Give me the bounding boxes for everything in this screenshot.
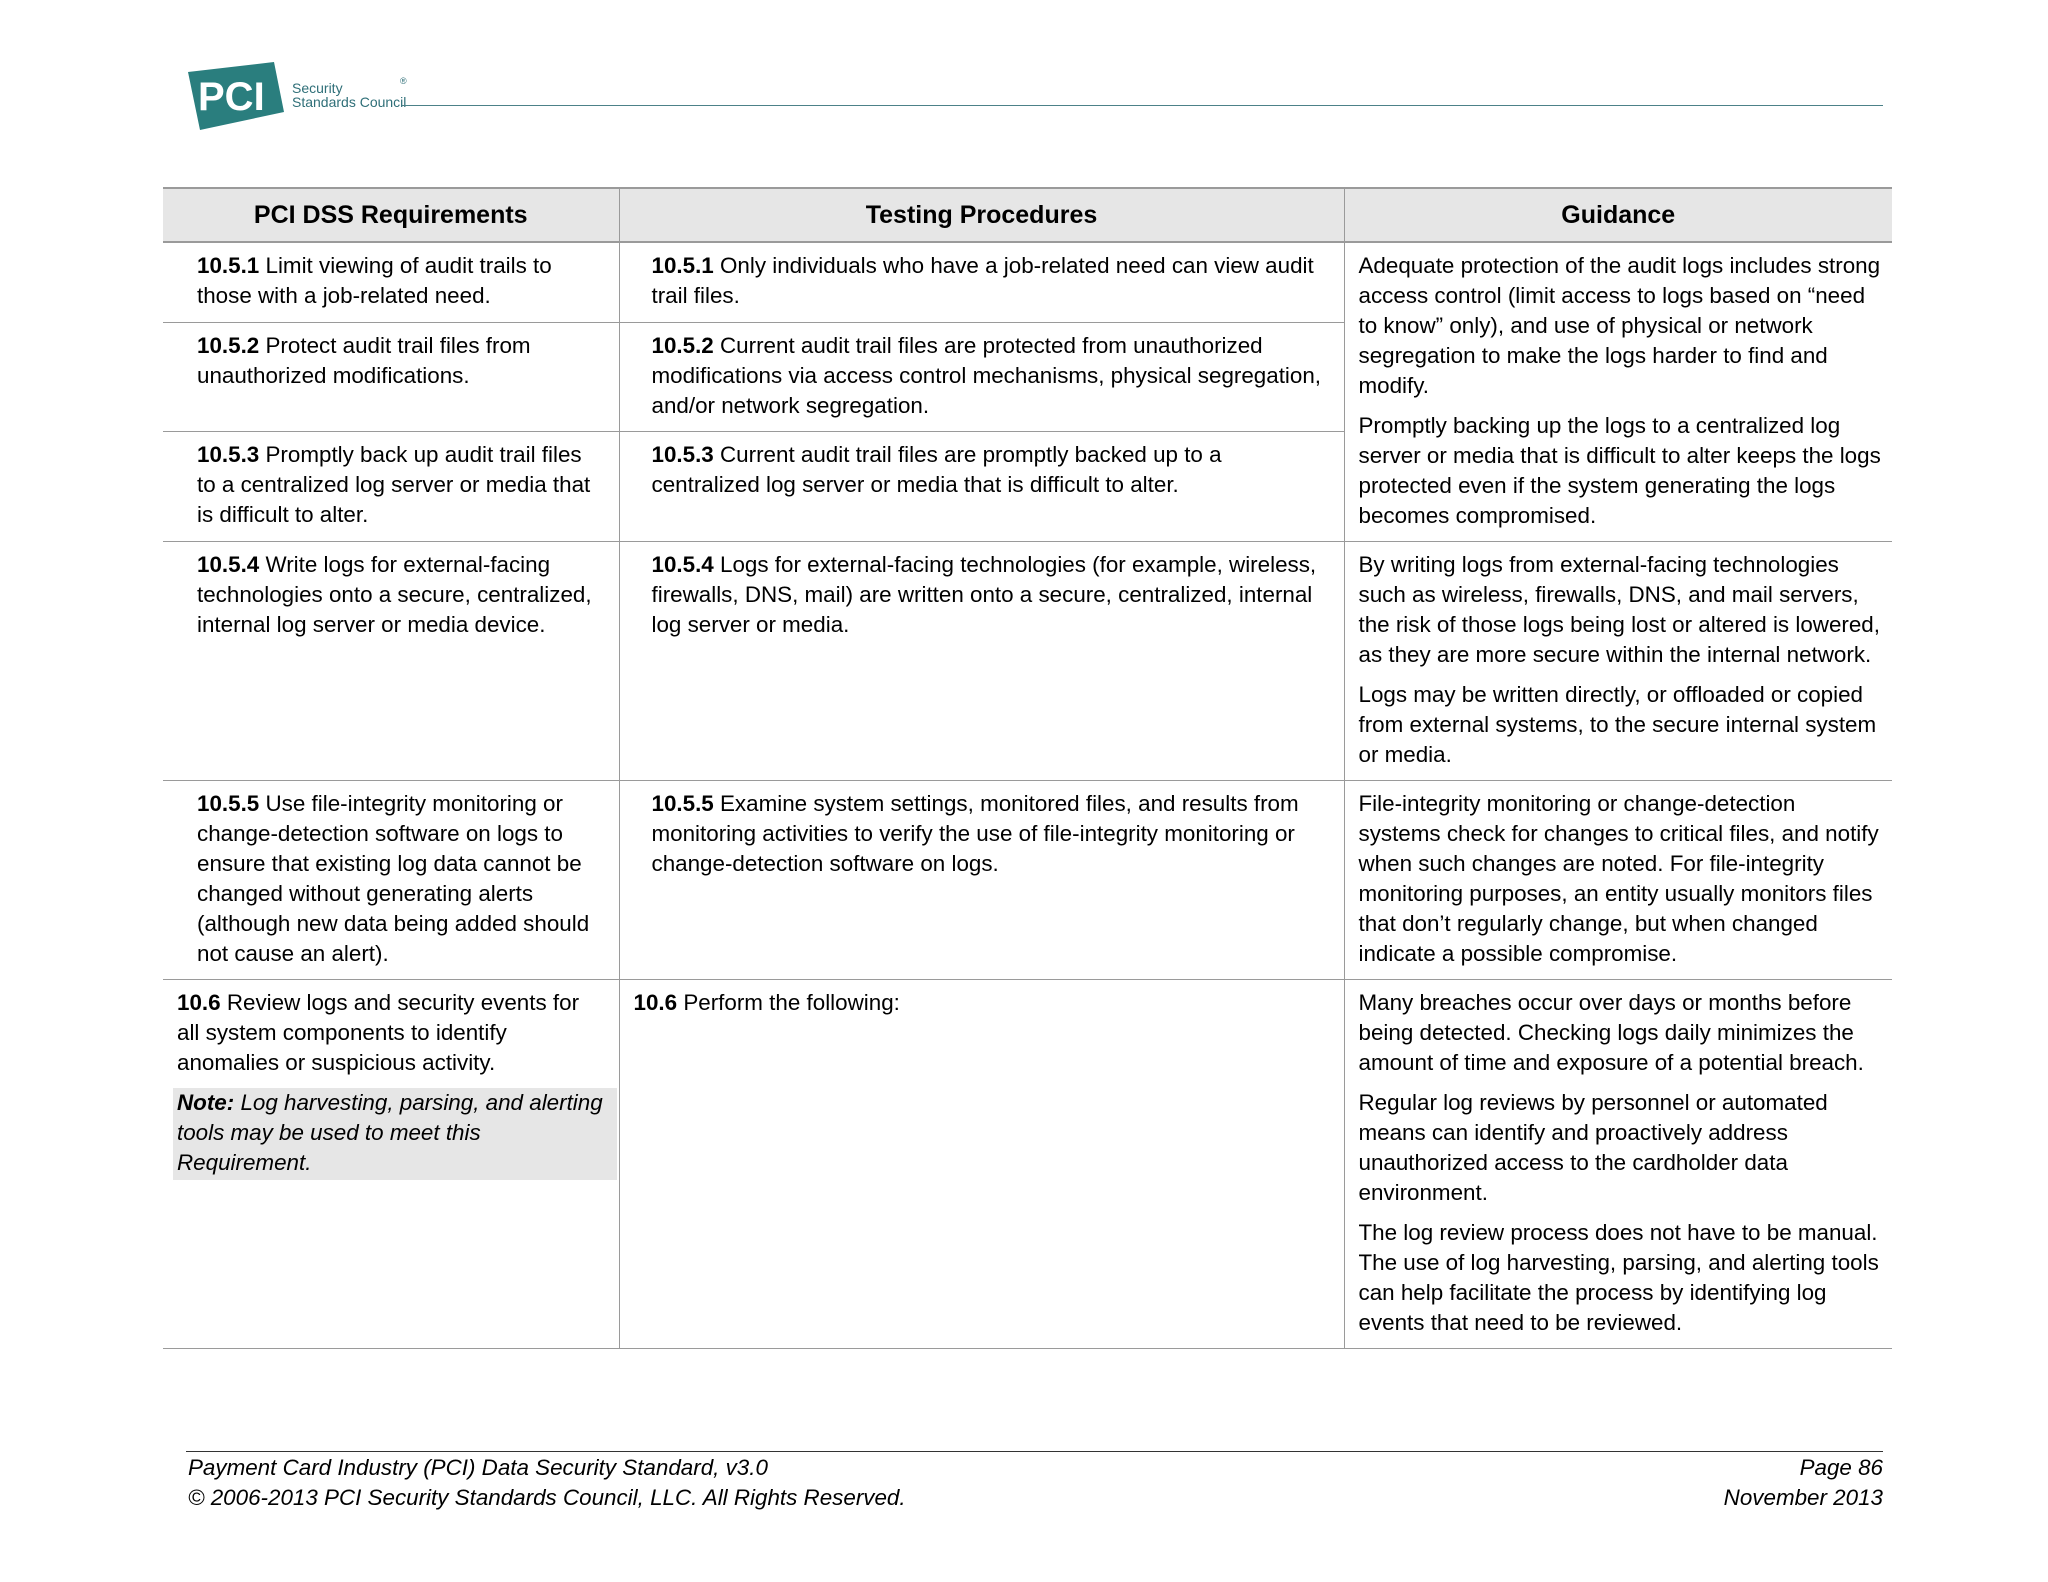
requirement-cell [163,781,619,980]
guidance-paragraph: Regular log reviews by personnel or automated means can identify and proactively address unauthorized access to the cardholder data environment. [1358,1090,1828,1205]
requirement-cell [163,322,619,432]
guidance-paragraph: Adequate protection of the audit logs includes strong access control (limit access to logs based on “need to know” only), and use of physical or network segregation to make the logs harder to find and modify. [1358,253,1881,398]
column-header-requirements: PCI DSS Requirements [163,188,619,242]
requirement-cell [163,242,619,322]
requirements-table [163,187,1892,1349]
note-label: Note: [177,1090,235,1115]
testing-text: Current audit trail files are protected from unauthorized modifications via access control mechanisms, physical segregation, and/or network segregation. [651,332,1322,418]
testing-cell [619,322,1344,432]
guidance-paragraph: Promptly backing up the logs to a centralized log server or media that is difficult to alter keeps the logs protected even if the system generating the logs becomes compromised. [1358,413,1881,528]
testing-text: Logs for external-facing technologies (for example, wireless, firewalls, DNS, mail) are written onto a secure, centralized, internal log server or media. [651,552,1317,637]
testing-text: Current audit trail files are promptly backed up to a centralized log server or media that is difficult to alter. [651,442,1222,498]
requirement-text: Use file-integrity monitoring or change-detection software on logs to ensure that existing log data cannot be changed without generating alerts (although new data being added should not cause an alert). [197,791,590,966]
table-row [163,781,1892,980]
requirement-id: 10.5.4 [197,552,260,577]
note-text: Log harvesting, parsing, and alerting tools may be used to meet this Requirement. [177,1090,603,1175]
testing-id: 10.5.5 [651,791,714,816]
testing-cell [619,432,1344,542]
guidance-paragraph: Many breaches occur over days or months before being detected. Checking logs daily minimizes the amount of time and exposure of a potential breach. [1358,990,1864,1075]
footer-copyright: © 2006-2013 PCI Security Standards Council, LLC. All Rights Reserved. [188,1485,906,1510]
guidance-cell [1344,980,1892,1349]
testing-text: Perform the following: [683,990,900,1015]
guidance-cell [1344,242,1892,542]
requirement-cell [163,980,619,1349]
logo-line-council: Standards Council [292,94,407,110]
requirement-text: Write logs for external-facing technologies onto a secure, centralized, internal log server or media device. [197,552,592,637]
footer-date: November 2013 [1723,1485,1883,1510]
testing-cell [619,980,1344,1349]
requirement-text: Protect audit trail files from unauthorized modifications. [197,332,531,388]
table-row [163,542,1892,781]
column-header-guidance: Guidance [1344,188,1892,242]
column-header-testing: Testing Procedures [619,188,1344,242]
logo-line-security: Security [292,80,343,96]
requirement-id: 10.6 [177,990,221,1015]
testing-id: 10.5.2 [651,332,714,358]
guidance-paragraph: File-integrity monitoring or change-detection systems check for changes to critical files, and notify when such changes are noted. For file-integrity monitoring purposes, an entity usually monitors files that don’t regularly change, but when changed indicate a possible compromise. [1358,791,1879,966]
requirement-id: 10.5.3 [197,442,260,468]
testing-id: 10.5.4 [651,552,714,577]
header-rule [402,105,1883,106]
testing-cell [619,781,1344,980]
testing-cell [619,242,1344,322]
requirement-id: 10.5.2 [197,332,260,358]
pci-logo [186,60,406,132]
requirement-id: 10.5.5 [197,791,260,816]
guidance-cell [1344,781,1892,980]
table-row [163,980,1892,1349]
testing-id: 10.5.3 [651,442,714,468]
logo-letters: PCI [198,75,265,119]
requirement-id: 10.5.1 [197,253,260,278]
table-header-row [163,188,1892,242]
testing-id: 10.5.1 [651,253,714,278]
pci-logo-mark-icon [186,60,296,132]
guidance-cell [1344,542,1892,781]
requirement-cell [163,542,619,781]
table-row [163,242,1892,322]
footer-doc-title: Payment Card Industry (PCI) Data Security Standard, v3.0 [188,1455,768,1480]
footer-page-number: Page 86 [1799,1455,1883,1480]
testing-text: Examine system settings, monitored files, and results from monitoring activities to verify the use of file-integrity monitoring or change-detection software on logs. [651,791,1299,876]
requirement-cell [163,432,619,542]
requirement-note [173,1088,617,1180]
requirement-text: Review logs and security events for all system components to identify anomalies or suspicious activity. [177,990,580,1075]
registered-mark: ® [400,76,407,86]
guidance-paragraph: The log review process does not have to be manual. The use of log harvesting, parsing, and alerting tools can help facilitate the process by identifying log events that need to be reviewed. [1358,1220,1879,1335]
testing-cell [619,542,1344,781]
testing-text: Only individuals who have a job-related need can view audit trail files. [651,253,1314,308]
footer-rule [186,1451,1883,1452]
testing-id: 10.6 [633,990,678,1015]
requirement-text: Promptly back up audit trail files to a centralized log server or media that is difficult to alter. [197,442,591,528]
guidance-paragraph: By writing logs from external-facing technologies such as wireless, firewalls, DNS, and mail servers, the risk of those logs being lost or altered is lowered, as they are more secure within the internal network. [1358,552,1880,667]
requirement-text: Limit viewing of audit trails to those with a job-related need. [197,253,552,308]
guidance-paragraph: Logs may be written directly, or offloaded or copied from external systems, to the secure internal system or media. [1358,682,1877,767]
